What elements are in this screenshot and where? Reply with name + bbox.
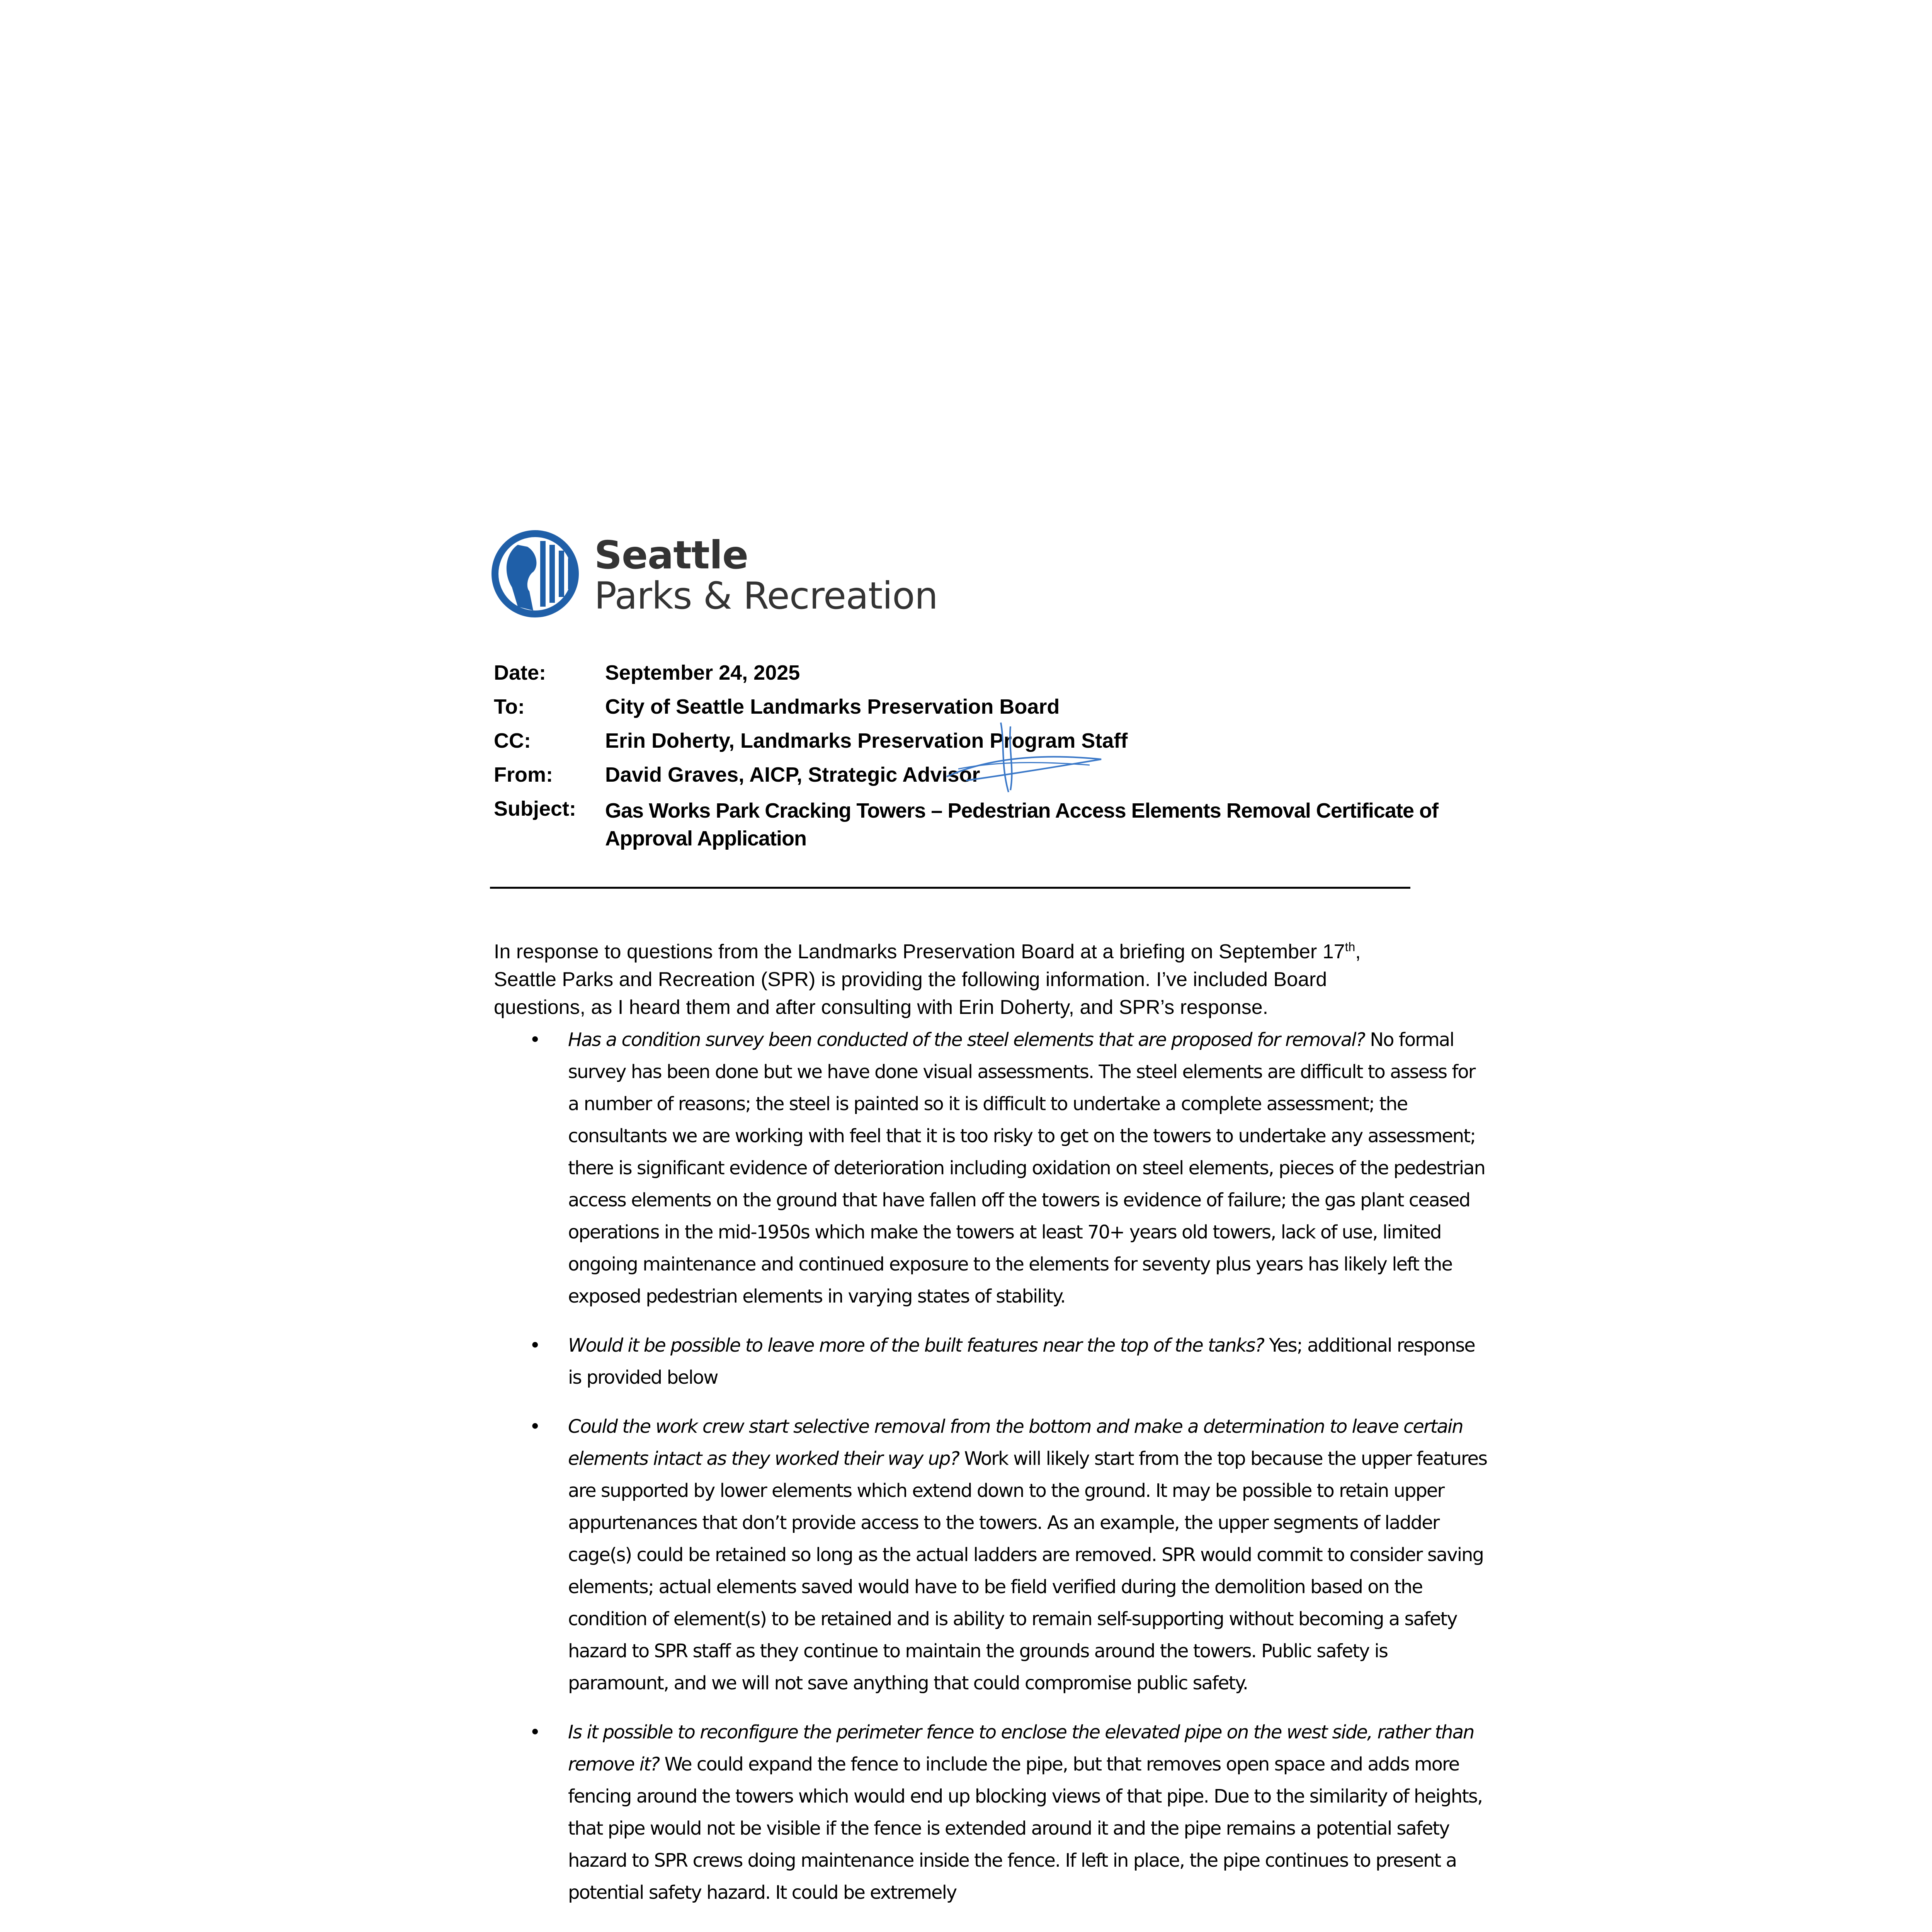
date-row <box>494 661 1460 695</box>
cc-value: Erin Doherty, Landmarks Preservation Program Staff <box>605 729 1128 752</box>
qa-question: Could the work crew start selective removal from the bottom and make a determination to leave certain elements intact as they worked their way up? <box>568 1416 1463 1469</box>
bullet-icon: • <box>529 1721 540 1743</box>
to-value: City of Seattle Landmarks Preservation Board <box>605 695 1060 718</box>
bullet-icon: • <box>529 1029 540 1051</box>
qa-item <box>529 1716 1488 1909</box>
intro-paragraph <box>494 938 1421 1021</box>
intro-text-end: , Seattle Parks and Recreation (SPR) is providing the following information. I’ve included Board questions, as I heard them and after consulting with Erin Doherty, and SPR’s response. <box>494 940 1361 1019</box>
signature-mark <box>943 719 1105 796</box>
bullet-icon: • <box>529 1415 540 1438</box>
logo-city-name: Seattle <box>594 532 748 578</box>
bullet-icon: • <box>529 1334 540 1357</box>
to-label: To: <box>494 695 525 718</box>
qa-answer: No formal survey has been done but we have done visual assessments. The steel elements are difficult to assess for a number of reasons; the steel is painted so it is difficult to undertake a complete assessment; the consultants we are working with feel that it is too risky to get on the towers to undertake any assessment; there is significant evidence of deterioration including oxidation on steel elements, pieces of the pedestrian access elements on the ground that have fallen off the towers is evidence of failure; the gas plant ceased operations in the mid-1950s which make the towers at least 70+ years old towers, lack of use, limited ongoing maintenance and continued exposure to the elements for seventy plus years has likely left the exposed pedestrian elements in varying states of stability. <box>568 1029 1485 1307</box>
qa-question: Is it possible to reconfigure the perimeter fence to enclose the elevated pipe on the west side, rather than remove it? <box>568 1721 1474 1775</box>
seattle-seal-icon <box>491 529 580 618</box>
cc-label: CC: <box>494 729 531 752</box>
from-value: David Graves, AICP, Strategic Advisor <box>605 763 980 786</box>
qa-question: Would it be possible to leave more of the built features near the top of the tanks? <box>568 1335 1264 1356</box>
subject-label: Subject: <box>494 797 577 820</box>
qa-list <box>529 1024 1488 1926</box>
qa-answer: We could expand the fence to include the pipe, but that removes open space and adds more fencing around the towers which would end up blocking views of that pipe. Due to the similarity of heights, that pipe would not be visible if the fence is extended around it and the pipe remains a potential safety hazard to SPR crews doing maintenance inside the fence. If left in place, the pipe continues to present a potential safety hazard. It could be extremely <box>568 1753 1483 1903</box>
subject-value: Gas Works Park Cracking Towers – Pedestrian Access Elements Removal Certificate of Approval Application <box>605 799 1438 850</box>
subject-row <box>494 797 1460 850</box>
header-divider <box>490 887 1410 889</box>
qa-item <box>529 1411 1488 1699</box>
qa-item <box>529 1330 1488 1394</box>
qa-answer: Yes; additional response is provided below <box>568 1335 1475 1388</box>
seattle-parks-logo <box>491 529 938 622</box>
intro-text-start: In response to questions from the Landmarks Preservation Board at a briefing on September 17 <box>494 940 1345 963</box>
qa-item <box>529 1024 1488 1313</box>
logo-department-name: Parks & Recreation <box>594 574 938 617</box>
date-value: September 24, 2025 <box>605 661 800 684</box>
qa-question: Has a condition survey been conducted of the steel elements that are proposed for removal? <box>568 1029 1365 1051</box>
date-label: Date: <box>494 661 546 684</box>
from-label: From: <box>494 763 553 786</box>
qa-answer: Work will likely start from the top because the upper features are supported by lower elements which extend down to the ground. It may be possible to retain upper appurtenances that don’t provide access to the towers. As an example, the upper segments of ladder cage(s) could be retained so long as the actual ladders are removed. SPR would commit to consider saving elements; actual elements saved would have to be field verified during the demolition based on the condition of element(s) to be retained and is ability to remain self-supporting without becoming a safety hazard to SPR staff as they continue to maintain the grounds around the towers. Public safety is paramount, and we will not save anything that could compromise public safety. <box>568 1448 1487 1694</box>
intro-superscript: th <box>1345 940 1355 954</box>
